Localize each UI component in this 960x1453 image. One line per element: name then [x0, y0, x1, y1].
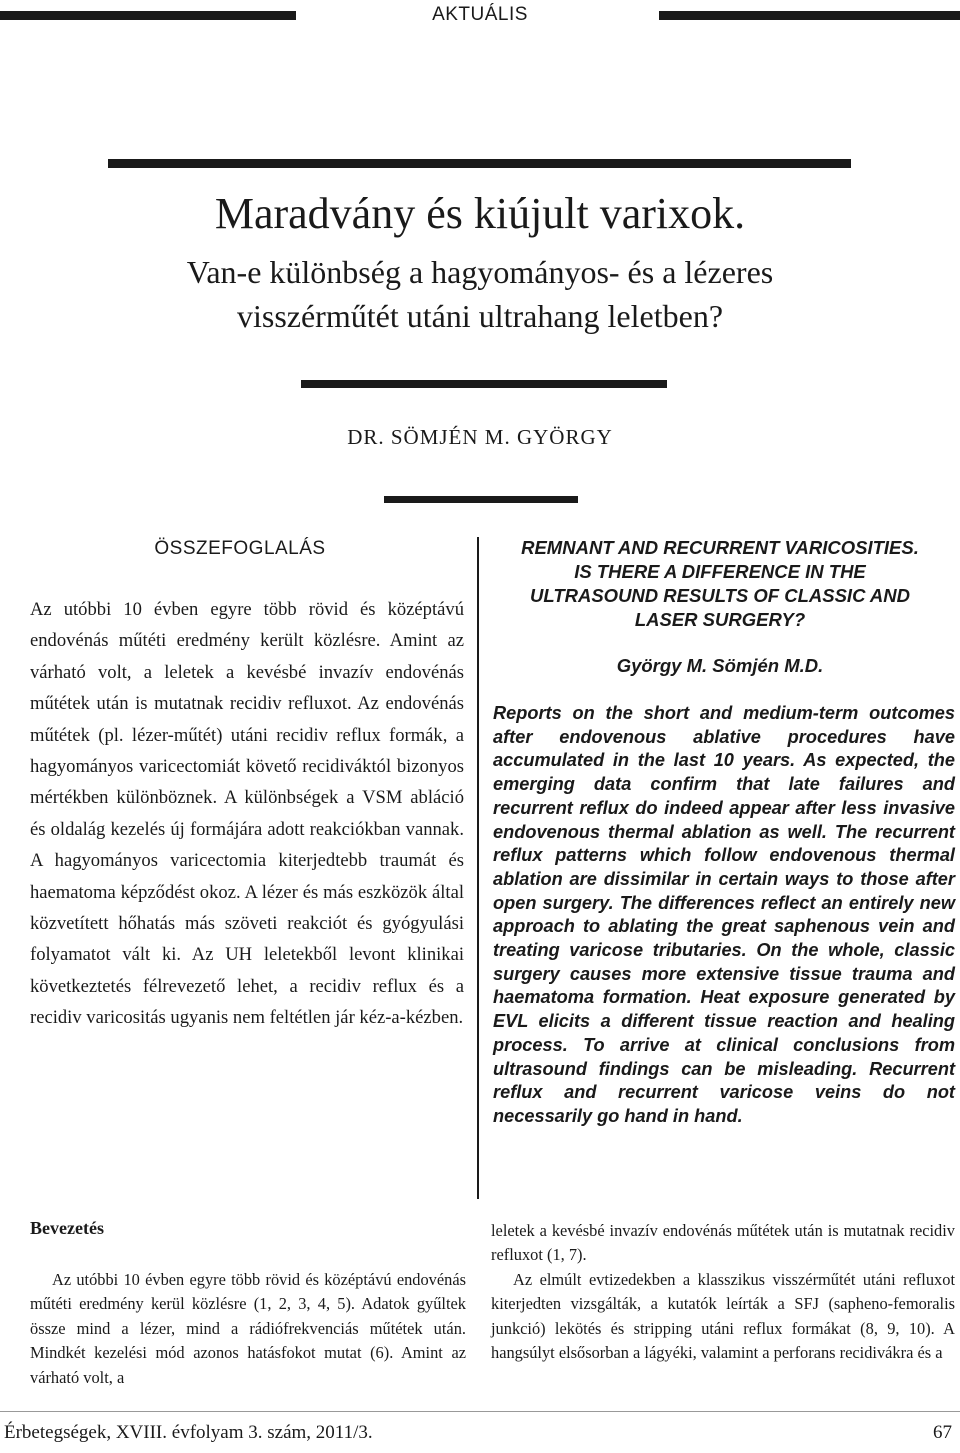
abstract-heading: ÖSSZEFOGLALÁS [154, 538, 326, 559]
english-author: György M. Sömjén M.D. [616, 655, 824, 676]
subtitle-line: visszérműtét utáni ultrahang leletben? [236, 298, 724, 334]
column-divider [477, 537, 479, 1199]
article-subtitle [80, 250, 880, 338]
intro-heading: Bevezetés [30, 1218, 104, 1238]
author-rule [384, 496, 578, 503]
title-bottom-rule [301, 380, 667, 388]
article-title: Maradvány és kiújult varixok. [214, 189, 746, 238]
body-left-column [30, 1268, 466, 1390]
page-number: 67 [933, 1422, 952, 1443]
english-title [490, 536, 950, 632]
article-author: DR. SÖMJÉN M. GYÖRGY [347, 425, 613, 449]
section-label: AKTUÁLIS [432, 4, 528, 25]
english-title-line: REMNANT AND RECURRENT VARICOSITIES. [521, 537, 919, 558]
body-paragraph: leletek a kevésbé invazív endovénás műtétek után is mutatnak recidiv refluxot (1, 7). [491, 1221, 955, 1265]
english-title-line: IS THERE A DIFFERENCE IN THE [574, 561, 866, 582]
title-top-rule [108, 159, 851, 168]
english-title-line: LASER SURGERY? [634, 609, 806, 630]
english-title-line: ULTRASOUND RESULTS OF CLASSIC AND [530, 585, 910, 606]
footer-rule [0, 1411, 960, 1412]
abstract-hu-text: Az utóbbi 10 évben egyre több rövid és középtávú endovénás műtéti eredmény került közlésre. Amint az várható volt, a leletek a kevésbé invazív endovénás műtétek után is mutatnak recidiv refluxot. Az endovénás műtétek (pl. lézer-műtét) utáni recidiv reflux formák, a hagyományos varicectomiát követő recidiváktól bizonyos mértékben különböznek. A különbségek a VSM abláció és oldalág kezelés új formájára adott reakciókban vannak. A hagyományos varicectomia kiterjedtebb traumát és haematoma képződést okoz. A lézer és más eszközök által közvetített hőhatás más szöveti reakciót és gyógyulási folyamatot vált ki. Az UH leletekből levont klinikai következtetés félrevezető lehet, a recidiv reflux és a recidiv varicositás ugyanis nem feltétlen jár kéz-a-kézben. [30, 599, 464, 1029]
body-paragraph: Az elmúlt evtizedekben a klasszikus visszérműtét utáni refluxot kiterjedten vizsgálták, a kutatók leírták a SFJ (sapheno-femoralis junkció) lekötés és stripping utáni reflux formákat (8, 9, 10). A hangsúlyt elsősorban a lágyéki, valamint a perforans recidivákra és a [491, 1269, 955, 1363]
english-abstract-text: Reports on the short and medium-term outcomes after endovenous ablative procedures have accumulated in the last 10 years. As expected, the emerging data confirm that late failures and recurrent reflux do indeed appear after less invasive endovenous thermal ablation as well. The recurrent reflux patterns which follow endovenous thermal ablation are dissimilar in certain ways to those after open surgery. The differences reflect an entirely new approach to ablating the great saphenous vein and treating varicose tributaries. On the whole, classic surgery causes more extensive tissue trauma and haematoma formation. Heat exposure generated by EVL elicits a different tissue reaction and healing process. To arrive at clinical conclusions from ultrasound findings can be misleading. Recurrent reflux and recurrent varicose veins do not necessarily go hand in hand. [493, 703, 955, 1126]
subtitle-line: Van-e különbség a hagyományos- és a lézeres [186, 254, 774, 290]
journal-citation: Érbetegségek, XVIII. évfolyam 3. szám, 2011/3. [4, 1422, 373, 1443]
header-rule-left [0, 11, 296, 20]
body-right-column [491, 1219, 955, 1365]
body-paragraph: Az utóbbi 10 évben egyre több rövid és középtávú endovénás műtéti eredmény kerül közlésre (1, 2, 3, 4, 5). Adatok gyűltek össze mind a lézer, mind a rádiófrekvenciás műtétek után. Mindkét kezelési mód azonos hatásfokot mutat (6). Amint az várható volt, a [30, 1270, 466, 1387]
header-rule-right [659, 11, 960, 20]
